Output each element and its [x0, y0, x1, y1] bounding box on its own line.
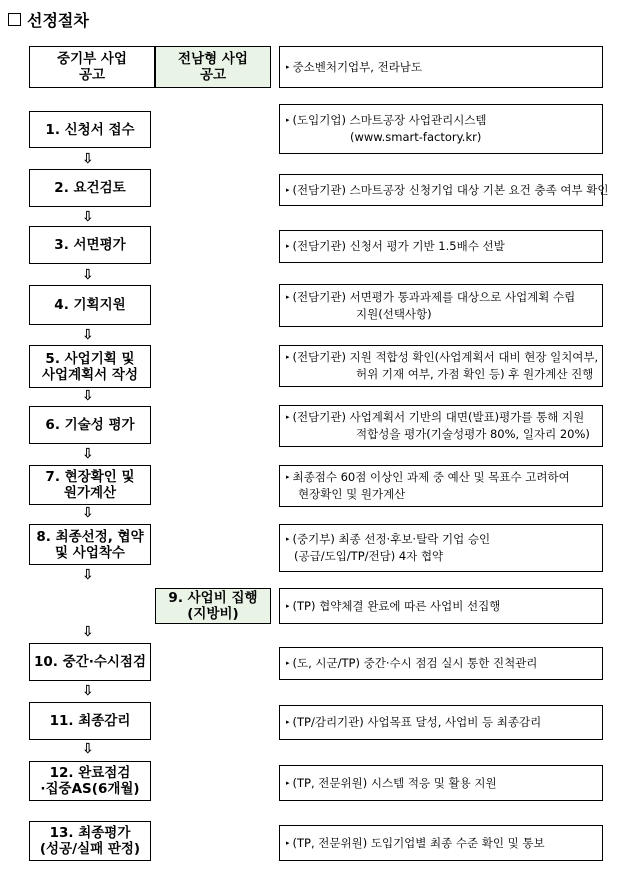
step-8-desc-line-2: (공급/도입/TP/전담) 4자 협약 — [294, 549, 444, 563]
bullet-icon: ▸ — [286, 116, 290, 124]
step-1-desc — [279, 104, 603, 154]
step-10-desc-line-1: (도, 시군/TP) 중간·수시 점검 실시 통한 진척관리 — [292, 656, 538, 670]
step-12-desc-line-1: (TP, 전문위원) 시스템 적응 및 활용 지원 — [292, 775, 497, 790]
ministry-announcement-box: 중기부 사업 공고 — [29, 46, 155, 88]
down-arrow-icon: ⇩ — [82, 741, 94, 757]
step-5-desc-line-1: (전담기관) 지원 적합성 확인(사업계획서 대비 현장 일치여부, — [292, 350, 599, 364]
announcement-note — [279, 46, 603, 88]
step-7-desc-line-2: 현장확인 및 원가계산 — [298, 487, 406, 501]
step-1-box: 1. 신청서 접수 — [29, 111, 151, 148]
step-10-box: 10. 중간·수시점검 — [29, 643, 151, 681]
step-7-box: 7. 현장확인 및 원가계산 — [29, 465, 151, 505]
step-4-desc-line-1: (전담기관) 서면평가 통과과제를 대상으로 사업계획 수립 — [292, 289, 576, 304]
step-11-desc — [279, 705, 603, 740]
step-13-box: 13. 최종평가 (성공/실패 판정) — [29, 821, 151, 861]
step-9-desc — [279, 588, 603, 624]
step-7-desc — [279, 465, 603, 507]
down-arrow-icon: ⇩ — [82, 209, 94, 225]
bullet-icon: ▸ — [286, 185, 290, 194]
step-8-desc-line-1: (중기부) 최종 선정·후보·탈락 기업 승인 — [292, 532, 491, 546]
step-13-desc-line-1: (TP, 전문위원) 도입기업별 최종 수준 확인 및 통보 — [292, 835, 545, 850]
down-arrow-icon: ⇩ — [82, 624, 94, 640]
step-12-box: 12. 완료점검 ·집중AS(6개월) — [29, 761, 151, 801]
step-3-desc-line-1: (전담기관) 신청서 평가 기반 1.5배수 선발 — [292, 239, 505, 253]
step-9-box: 9. 사업비 집행 (지방비) — [155, 588, 271, 624]
step-1-desc-line-2: (www.smart-factory.kr) — [350, 130, 482, 144]
down-arrow-icon: ⇩ — [82, 151, 94, 167]
down-arrow-icon: ⇩ — [82, 683, 94, 699]
step-6-desc-line-2: 적합성을 평가(기술성평가 80%, 일자리 20%) — [356, 427, 590, 441]
down-arrow-icon: ⇩ — [82, 567, 94, 583]
step-13-desc — [279, 825, 603, 861]
bullet-icon: ▸ — [286, 838, 290, 847]
bullet-icon: ▸ — [286, 473, 290, 481]
bullet-icon: ▸ — [286, 413, 290, 421]
bullet-icon: ▸ — [286, 601, 290, 610]
step-8-desc — [279, 524, 603, 572]
step-1-desc-line-1: (도입기업) 스마트공장 사업관리시스템 — [292, 113, 487, 127]
bullet-icon: ▸ — [286, 242, 290, 250]
step-4-box: 4. 기획지원 — [29, 285, 151, 325]
step-8-box: 8. 최종선정, 협약 및 사업착수 — [29, 524, 151, 565]
step-7-desc-line-1: 최종점수 60점 이상인 과제 중 예산 및 목표수 고려하여 — [292, 470, 570, 484]
note-text: 중소벤처기업부, 전라남도 — [292, 59, 423, 74]
step-5-desc — [279, 345, 603, 387]
down-arrow-icon: ⇩ — [82, 388, 94, 404]
page-title-text: 선정절차 — [27, 11, 89, 30]
step-3-desc — [279, 230, 603, 263]
bullet-icon: ▸ — [286, 535, 290, 543]
step-10-desc — [279, 647, 603, 680]
bullet-icon: ▸ — [286, 659, 290, 667]
bullet-icon: ▸ — [286, 353, 290, 361]
bullet-icon: ▸ — [286, 292, 290, 301]
down-arrow-icon: ⇩ — [82, 505, 94, 521]
step-5-box: 5. 사업기획 및 사업계획서 작성 — [29, 345, 151, 388]
step-6-desc — [279, 405, 603, 447]
bullet-icon: ▸ — [286, 62, 290, 71]
step-4-desc-line-2: 지원(선택사항) — [356, 306, 432, 321]
step-5-desc-line-2: 허위 기재 여부, 가점 확인 등) 후 원가계산 진행 — [356, 367, 594, 381]
bullet-icon: ▸ — [286, 778, 290, 787]
step-6-box: 6. 기술성 평가 — [29, 406, 151, 444]
bullet-icon: ▸ — [286, 718, 290, 726]
checkbox-square-icon — [8, 13, 21, 26]
step-3-box: 3. 서면평가 — [29, 226, 151, 264]
step-2-desc — [279, 174, 609, 206]
step-6-desc-line-1: (전담기관) 사업계획서 기반의 대면(발표)평가를 통해 지원 — [292, 410, 585, 424]
step-2-desc-line-1: (전담기관) 스마트공장 신청기업 대상 기본 요건 충족 여부 확인 — [292, 182, 609, 197]
jeonnam-announcement-box: 전남형 사업 공고 — [155, 46, 271, 88]
down-arrow-icon: ⇩ — [82, 446, 94, 462]
down-arrow-icon: ⇩ — [82, 327, 94, 343]
page-title — [8, 8, 89, 31]
step-11-desc-line-1: (TP/감리기관) 사업목표 달성, 사업비 등 최종감리 — [292, 715, 542, 729]
step-12-desc — [279, 765, 603, 801]
step-4-desc — [279, 284, 603, 327]
step-11-box: 11. 최종감리 — [29, 702, 151, 740]
step-9-desc-line-1: (TP) 협약체결 완료에 따른 사업비 선집행 — [292, 598, 501, 613]
step-2-box: 2. 요건검토 — [29, 169, 151, 207]
down-arrow-icon: ⇩ — [82, 267, 94, 283]
